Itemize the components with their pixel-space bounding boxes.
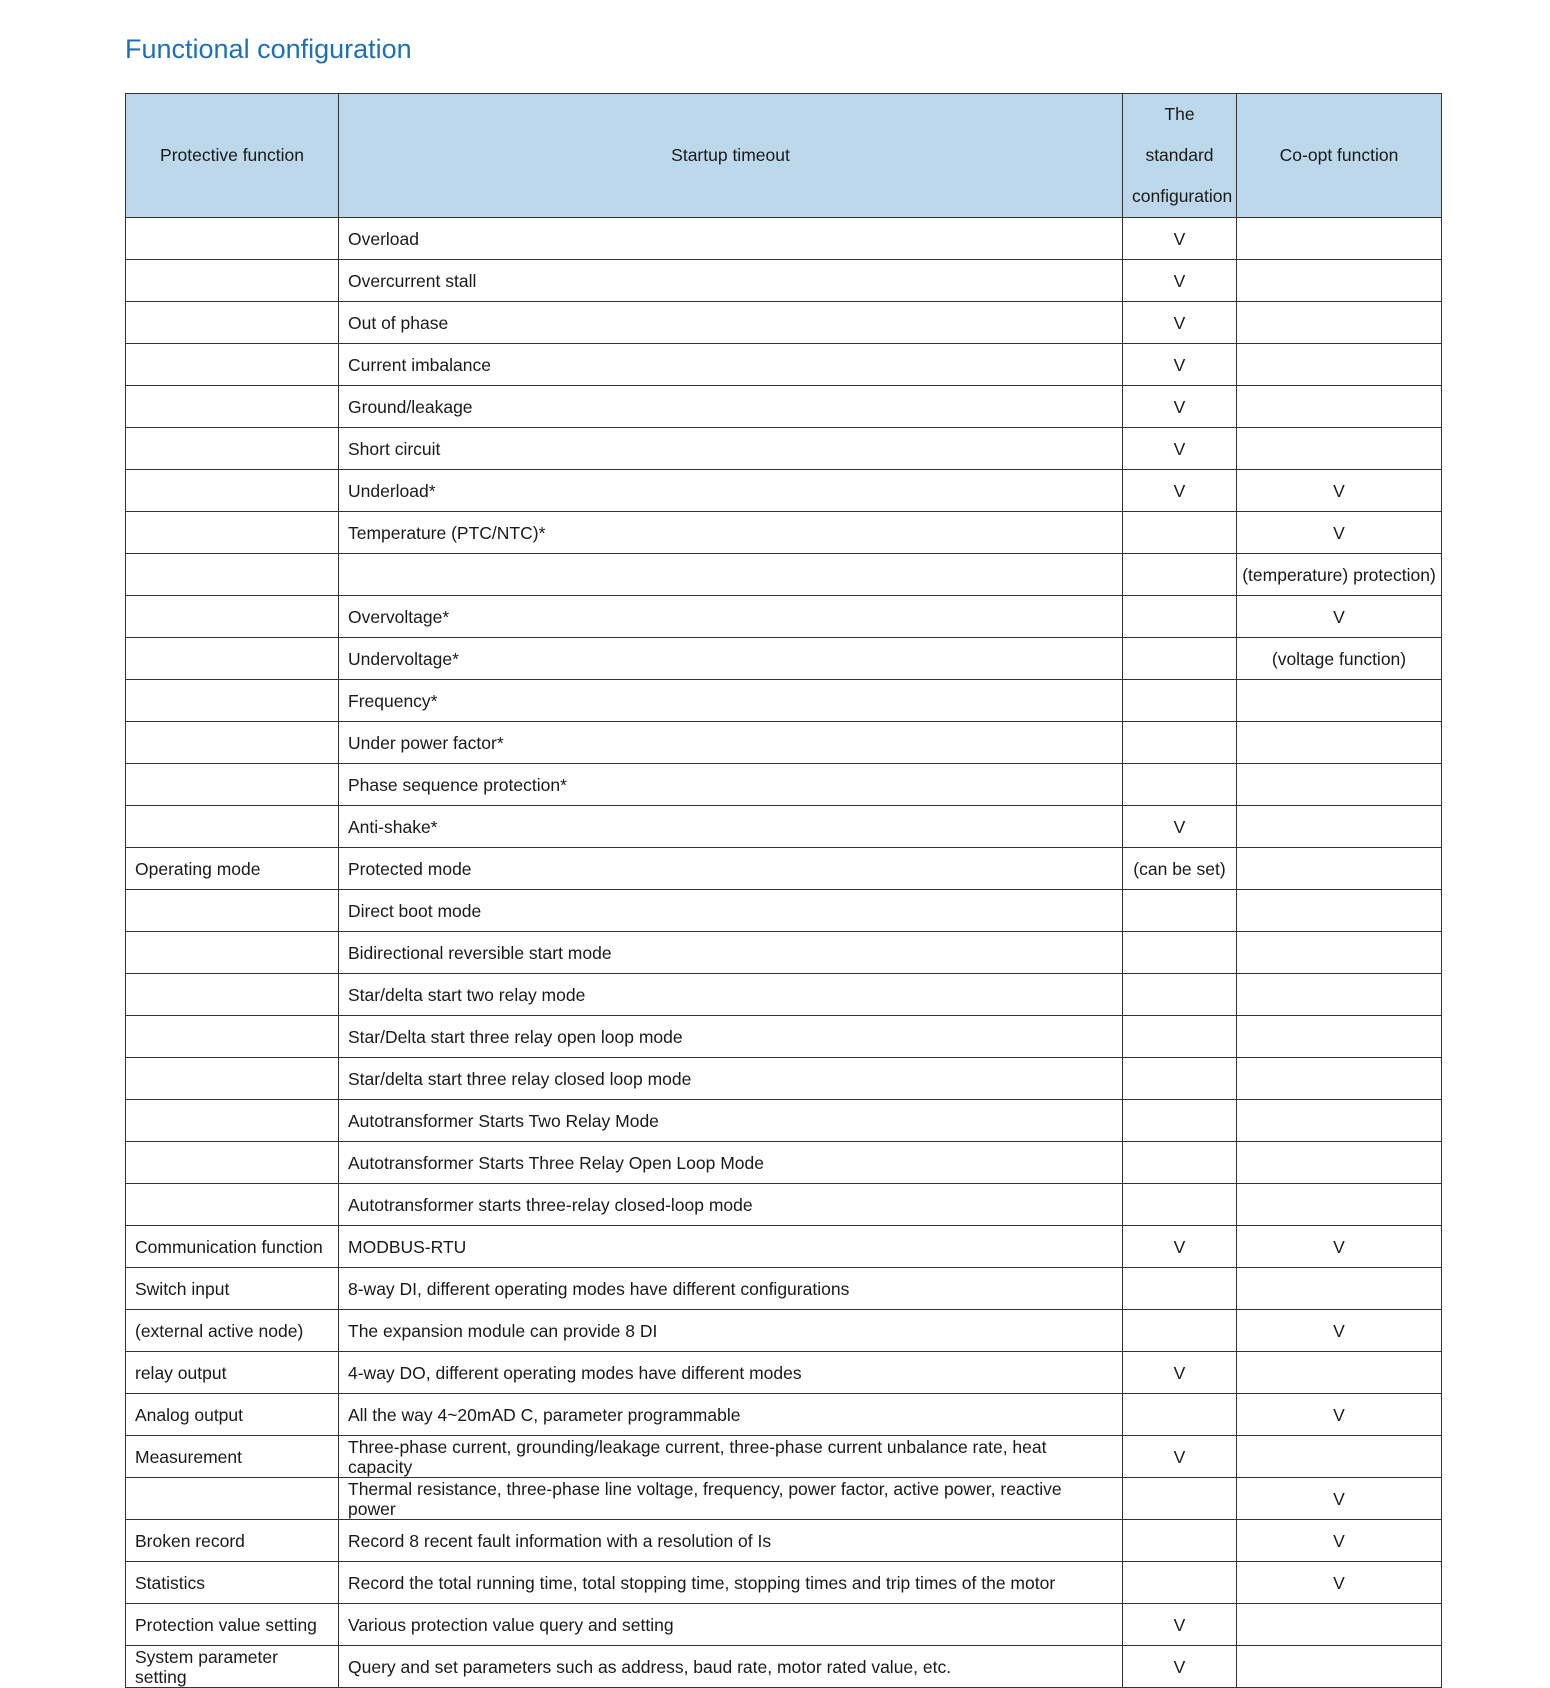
standard-configuration-cell: V <box>1123 806 1237 848</box>
co-opt-function-cell <box>1237 1016 1442 1058</box>
co-opt-function-cell: V <box>1237 1478 1442 1520</box>
protective-function-cell: Measurement <box>126 1436 339 1478</box>
standard-configuration-cell: V <box>1123 1436 1237 1478</box>
description-cell: Three-phase current, grounding/leakage current, three-phase current unbalance rate, heat capacity <box>339 1436 1123 1478</box>
table-row <box>126 680 1442 722</box>
table-row <box>126 386 1442 428</box>
protective-function-cell <box>126 722 339 764</box>
description-cell: Frequency* <box>339 680 1123 722</box>
protective-function-cell: relay output <box>126 1352 339 1394</box>
description-cell: All the way 4~20mAD C, parameter programmable <box>339 1394 1123 1436</box>
header-standard-configuration: The standard configuration <box>1123 94 1237 218</box>
protective-function-cell <box>126 764 339 806</box>
table-row <box>126 1520 1442 1562</box>
table-row <box>126 1562 1442 1604</box>
co-opt-function-cell: V <box>1237 1226 1442 1268</box>
standard-configuration-cell <box>1123 596 1237 638</box>
description-cell: 8-way DI, different operating modes have different configurations <box>339 1268 1123 1310</box>
co-opt-function-cell: V <box>1237 596 1442 638</box>
standard-configuration-cell <box>1123 680 1237 722</box>
standard-configuration-cell <box>1123 932 1237 974</box>
standard-configuration-cell <box>1123 1394 1237 1436</box>
co-opt-function-cell <box>1237 764 1442 806</box>
protective-function-cell <box>126 596 339 638</box>
standard-configuration-cell <box>1123 890 1237 932</box>
table-row <box>126 470 1442 512</box>
co-opt-function-cell <box>1237 680 1442 722</box>
standard-configuration-cell <box>1123 554 1237 596</box>
table-row <box>126 1142 1442 1184</box>
co-opt-function-cell <box>1237 806 1442 848</box>
description-cell: Bidirectional reversible start mode <box>339 932 1123 974</box>
table-row <box>126 638 1442 680</box>
co-opt-function-cell: V <box>1237 512 1442 554</box>
page-title: Functional configuration <box>125 34 412 64</box>
header-startup-timeout: Startup timeout <box>339 94 1123 218</box>
protective-function-cell: Broken record <box>126 1520 339 1562</box>
table-row <box>126 722 1442 764</box>
standard-configuration-cell: V <box>1123 302 1237 344</box>
description-cell: Query and set parameters such as address, baud rate, motor rated value, etc. <box>339 1646 1123 1688</box>
table-row <box>126 260 1442 302</box>
functional-configuration-table <box>125 93 1442 1688</box>
table-row <box>126 764 1442 806</box>
table-row <box>126 932 1442 974</box>
co-opt-function-cell <box>1237 1100 1442 1142</box>
table-row <box>126 344 1442 386</box>
protective-function-cell <box>126 512 339 554</box>
co-opt-function-cell <box>1237 428 1442 470</box>
table-row <box>126 1184 1442 1226</box>
description-cell: Star/delta start three relay closed loop mode <box>339 1058 1123 1100</box>
protective-function-cell <box>126 218 339 260</box>
table-row <box>126 1100 1442 1142</box>
protective-function-cell: (external active node) <box>126 1310 339 1352</box>
table-row <box>126 1352 1442 1394</box>
co-opt-function-cell: V <box>1237 470 1442 512</box>
description-cell: Star/Delta start three relay open loop mode <box>339 1016 1123 1058</box>
co-opt-function-cell <box>1237 1184 1442 1226</box>
co-opt-function-cell: V <box>1237 1310 1442 1352</box>
description-cell: Autotransformer Starts Two Relay Mode <box>339 1100 1123 1142</box>
description-cell: Undervoltage* <box>339 638 1123 680</box>
table-row <box>126 890 1442 932</box>
protective-function-cell <box>126 386 339 428</box>
standard-configuration-cell: V <box>1123 1604 1237 1646</box>
protective-function-cell <box>126 428 339 470</box>
standard-configuration-cell: V <box>1123 260 1237 302</box>
description-cell: Underload* <box>339 470 1123 512</box>
description-cell: Various protection value query and setting <box>339 1604 1123 1646</box>
co-opt-function-cell <box>1237 344 1442 386</box>
standard-configuration-cell <box>1123 974 1237 1016</box>
protective-function-cell <box>126 1142 339 1184</box>
standard-configuration-cell: V <box>1123 344 1237 386</box>
description-cell: Star/delta start two relay mode <box>339 974 1123 1016</box>
description-cell: Phase sequence protection* <box>339 764 1123 806</box>
co-opt-function-cell <box>1237 1646 1442 1688</box>
standard-configuration-cell <box>1123 1016 1237 1058</box>
protective-function-cell: Communication function <box>126 1226 339 1268</box>
co-opt-function-cell <box>1237 386 1442 428</box>
table-row <box>126 512 1442 554</box>
protective-function-cell: Protection value setting <box>126 1604 339 1646</box>
table-row <box>126 1646 1442 1688</box>
protective-function-cell <box>126 260 339 302</box>
standard-configuration-cell: V <box>1123 386 1237 428</box>
table-row <box>126 974 1442 1016</box>
table-row <box>126 848 1442 890</box>
description-cell <box>339 554 1123 596</box>
protective-function-cell: Analog output <box>126 1394 339 1436</box>
description-cell: The expansion module can provide 8 DI <box>339 1310 1123 1352</box>
standard-configuration-cell <box>1123 1058 1237 1100</box>
standard-configuration-cell <box>1123 722 1237 764</box>
table-row <box>126 1436 1442 1478</box>
co-opt-function-cell: V <box>1237 1394 1442 1436</box>
description-cell: Record 8 recent fault information with a resolution of Is <box>339 1520 1123 1562</box>
co-opt-function-cell: V <box>1237 1562 1442 1604</box>
protective-function-cell <box>126 554 339 596</box>
co-opt-function-cell: V <box>1237 1520 1442 1562</box>
standard-configuration-cell <box>1123 1310 1237 1352</box>
protective-function-cell <box>126 806 339 848</box>
table-row <box>126 1058 1442 1100</box>
description-cell: Protected mode <box>339 848 1123 890</box>
table-row <box>126 1016 1442 1058</box>
standard-configuration-cell: V <box>1123 218 1237 260</box>
co-opt-function-cell <box>1237 848 1442 890</box>
table-row <box>126 1604 1442 1646</box>
description-cell: Record the total running time, total stopping time, stopping times and trip times of the motor <box>339 1562 1123 1604</box>
co-opt-function-cell <box>1237 974 1442 1016</box>
co-opt-function-cell <box>1237 260 1442 302</box>
table-row <box>126 1394 1442 1436</box>
standard-configuration-cell <box>1123 1142 1237 1184</box>
table-body <box>126 218 1442 1688</box>
table-row <box>126 302 1442 344</box>
co-opt-function-cell <box>1237 1352 1442 1394</box>
description-cell: Overvoltage* <box>339 596 1123 638</box>
co-opt-function-cell <box>1237 1142 1442 1184</box>
description-cell: Autotransformer Starts Three Relay Open Loop Mode <box>339 1142 1123 1184</box>
protective-function-cell <box>126 932 339 974</box>
description-cell: Thermal resistance, three-phase line voltage, frequency, power factor, active power, reactive power <box>339 1478 1123 1520</box>
description-cell: Temperature (PTC/NTC)* <box>339 512 1123 554</box>
table-row <box>126 596 1442 638</box>
table-header-row <box>126 94 1442 218</box>
protective-function-cell <box>126 974 339 1016</box>
protective-function-cell <box>126 470 339 512</box>
description-cell: Out of phase <box>339 302 1123 344</box>
description-cell: Overcurrent stall <box>339 260 1123 302</box>
description-cell: Overload <box>339 218 1123 260</box>
standard-configuration-cell <box>1123 764 1237 806</box>
co-opt-function-cell <box>1237 1604 1442 1646</box>
standard-configuration-cell <box>1123 1268 1237 1310</box>
protective-function-cell <box>126 1184 339 1226</box>
standard-configuration-cell <box>1123 1100 1237 1142</box>
co-opt-function-cell <box>1237 1268 1442 1310</box>
standard-configuration-cell: V <box>1123 1352 1237 1394</box>
table-row <box>126 1478 1442 1520</box>
co-opt-function-cell <box>1237 1436 1442 1478</box>
co-opt-function-cell: (voltage function) <box>1237 638 1442 680</box>
description-cell: Autotransformer starts three-relay closed-loop mode <box>339 1184 1123 1226</box>
standard-configuration-cell <box>1123 512 1237 554</box>
description-cell: Under power factor* <box>339 722 1123 764</box>
description-cell: Ground/leakage <box>339 386 1123 428</box>
table-row <box>126 218 1442 260</box>
standard-configuration-cell <box>1123 1562 1237 1604</box>
co-opt-function-cell <box>1237 932 1442 974</box>
co-opt-function-cell <box>1237 218 1442 260</box>
description-cell: Anti-shake* <box>339 806 1123 848</box>
co-opt-function-cell <box>1237 1058 1442 1100</box>
standard-configuration-cell <box>1123 1478 1237 1520</box>
co-opt-function-cell <box>1237 722 1442 764</box>
description-cell: Short circuit <box>339 428 1123 470</box>
standard-configuration-cell: (can be set) <box>1123 848 1237 890</box>
co-opt-function-cell: (temperature) protection) <box>1237 554 1442 596</box>
table-row <box>126 428 1442 470</box>
standard-configuration-cell: V <box>1123 470 1237 512</box>
protective-function-cell <box>126 1058 339 1100</box>
protective-function-cell <box>126 680 339 722</box>
description-cell: Direct boot mode <box>339 890 1123 932</box>
table-row <box>126 1268 1442 1310</box>
standard-configuration-cell: V <box>1123 428 1237 470</box>
header-co-opt-function: Co-opt function <box>1237 94 1442 218</box>
co-opt-function-cell <box>1237 890 1442 932</box>
header-protective-function: Protective function <box>126 94 339 218</box>
protective-function-cell <box>126 1478 339 1520</box>
table-row <box>126 806 1442 848</box>
co-opt-function-cell <box>1237 302 1442 344</box>
description-cell: 4-way DO, different operating modes have different modes <box>339 1352 1123 1394</box>
standard-configuration-cell <box>1123 638 1237 680</box>
table-row <box>126 1310 1442 1352</box>
standard-configuration-cell <box>1123 1184 1237 1226</box>
protective-function-cell: Statistics <box>126 1562 339 1604</box>
protective-function-cell <box>126 1100 339 1142</box>
standard-configuration-cell: V <box>1123 1646 1237 1688</box>
protective-function-cell: System parameter setting <box>126 1646 339 1688</box>
protective-function-cell <box>126 302 339 344</box>
description-cell: Current imbalance <box>339 344 1123 386</box>
table-row <box>126 1226 1442 1268</box>
protective-function-cell <box>126 890 339 932</box>
standard-configuration-cell: V <box>1123 1226 1237 1268</box>
protective-function-cell: Switch input <box>126 1268 339 1310</box>
standard-configuration-cell <box>1123 1520 1237 1562</box>
protective-function-cell <box>126 638 339 680</box>
protective-function-cell <box>126 344 339 386</box>
description-cell: MODBUS-RTU <box>339 1226 1123 1268</box>
table-row <box>126 554 1442 596</box>
protective-function-cell: Operating mode <box>126 848 339 890</box>
protective-function-cell <box>126 1016 339 1058</box>
